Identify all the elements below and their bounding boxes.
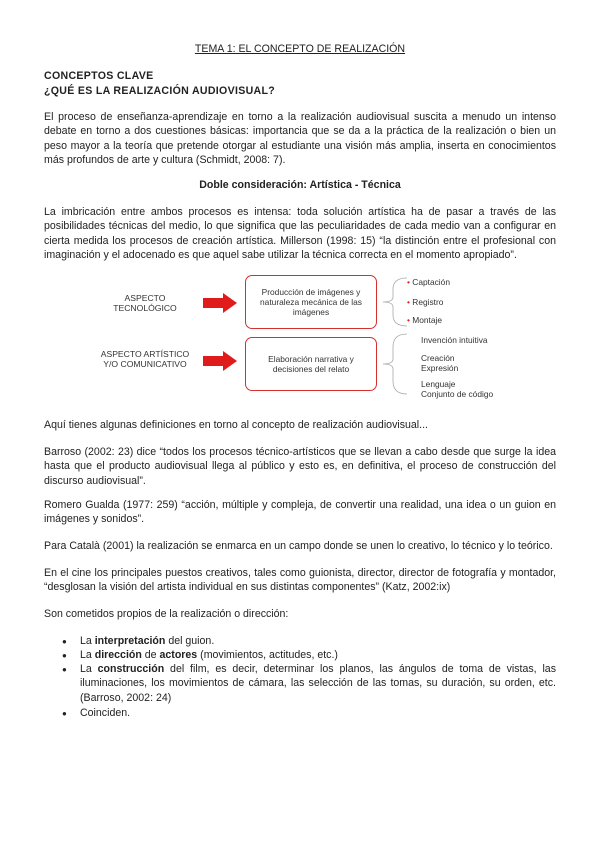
list-item-direccion: La dirección de actores (movimientos, actitudes, etc.) [80, 649, 338, 661]
paragraph-cometidos: Son cometidos propios de la realización o dirección: [44, 608, 289, 620]
arrow-right-icon [203, 293, 237, 313]
subheading-doble-consideracion: Doble consideración: Artística - Técnica [199, 179, 401, 191]
bullet-icon: ● [62, 637, 67, 646]
arrow-right-icon [203, 351, 237, 371]
heading-que-es-realizacion: ¿QUÉ ES LA REALIZACIÓN AUDIOVISUAL? [44, 85, 276, 97]
bracket-bottom [379, 333, 409, 395]
list-item-construccion: La construcción del film, es decir, determinar los planos, las ángulos de toma de vistas, las iluminaciones, los movimientos de cámara, las selección de las tomas, su duración, su orden, etc. (Barroso, 2002: 24) [80, 663, 556, 704]
paragraph-definiciones-intro: Aquí tienes algunas definiciones en torno al concepto de realización audiovisual... [44, 419, 428, 431]
diagram-label-artistico: ASPECTO ARTÍSTICO Y/O COMUNICATIVO [100, 349, 190, 369]
bullet-icon: • [407, 277, 410, 287]
bullet-icon: ● [62, 651, 67, 660]
bullet-icon: ● [62, 665, 67, 674]
document-title: TEMA 1: EL CONCEPTO DE REALIZACIÓN [194, 43, 406, 55]
paragraph-catala: Para Català (2001) la realización se enmarca en un campo donde se unen lo creativo, lo técnico y lo teórico. [44, 540, 553, 552]
bullet-icon: • [407, 297, 410, 307]
paragraph-katz: En el cine los principales puestos creativos, tales como guionista, director, director de fotografía y montador, “desglosan la visión del artista individual en sus distintas componentes” (Katz, 2002:ix) [44, 567, 556, 594]
diagram-box-elaboracion: Elaboración narrativa y decisiones del relato [245, 337, 377, 391]
paragraph-imbricacion: La imbricación entre ambos procesos es intensa: toda solución artística ha de pasar a través de las posibilidades técnicas del medio, lo que significa que las peculiaridades de cada medio van a configurar en cierta medida los procesos de creación artística. Millerson (1998: 15) “la distinción entre el profesional con imaginación y el adocenado es que aquel sabe utilizar la técnica correcta en el momento apropiado”. [44, 206, 556, 262]
paragraph-barroso: Barroso (2002: 23) dice “todos los procesos técnico-artísticos que se llevan a cabo desde que surge la idea hasta que el producto audiovisual llega al público y esto es, en definitiva, el proceso de construcción del discurso audiovisual”. [44, 446, 556, 487]
list-item-interpretacion: La interpretación del guion. [80, 635, 215, 647]
bullet-icon: • [407, 315, 410, 325]
concept-diagram: ASPECTO TECNOLÓGICO Producción de imágenes y naturaleza mecánica de las imágenes ASPECTO ARTÍSTICO Y/O COMUNICATIVO Elaboración narrativa y decisiones del relato • Captación • Registro • Montaje Invención intuitiva Creación Expresión Lenguaje Conjunto de código [95, 273, 515, 401]
diagram-box-produccion: Producción de imágenes y naturaleza mecánica de las imágenes [245, 275, 377, 329]
paragraph-romero-gualda: Romero Gualda (1977: 259) “acción, múltiple y compleja, de convertir una realidad, una idea o un guion en imágenes y sonidos”. [44, 499, 556, 526]
heading-conceptos-clave: CONCEPTOS CLAVE [44, 70, 154, 82]
bracket-top [379, 277, 409, 327]
bullet-icon: ● [62, 709, 67, 718]
paragraph-intro: El proceso de enseñanza-aprendizaje en torno a la realización audiovisual suscita a menudo un intenso debate en torno a dos cuestiones básicas: importancia que se da a la práctica de la realización o bien un peso mayor a la teoría que pretende otorgar al estudiante una visión más amplia, inserta en conocimientos más profundos de arte y cultura (Schmidt, 2008: 7). [44, 111, 556, 167]
list-item-coinciden: Coinciden. [80, 707, 131, 719]
diagram-label-tecnologico: ASPECTO TECNOLÓGICO [113, 293, 177, 313]
